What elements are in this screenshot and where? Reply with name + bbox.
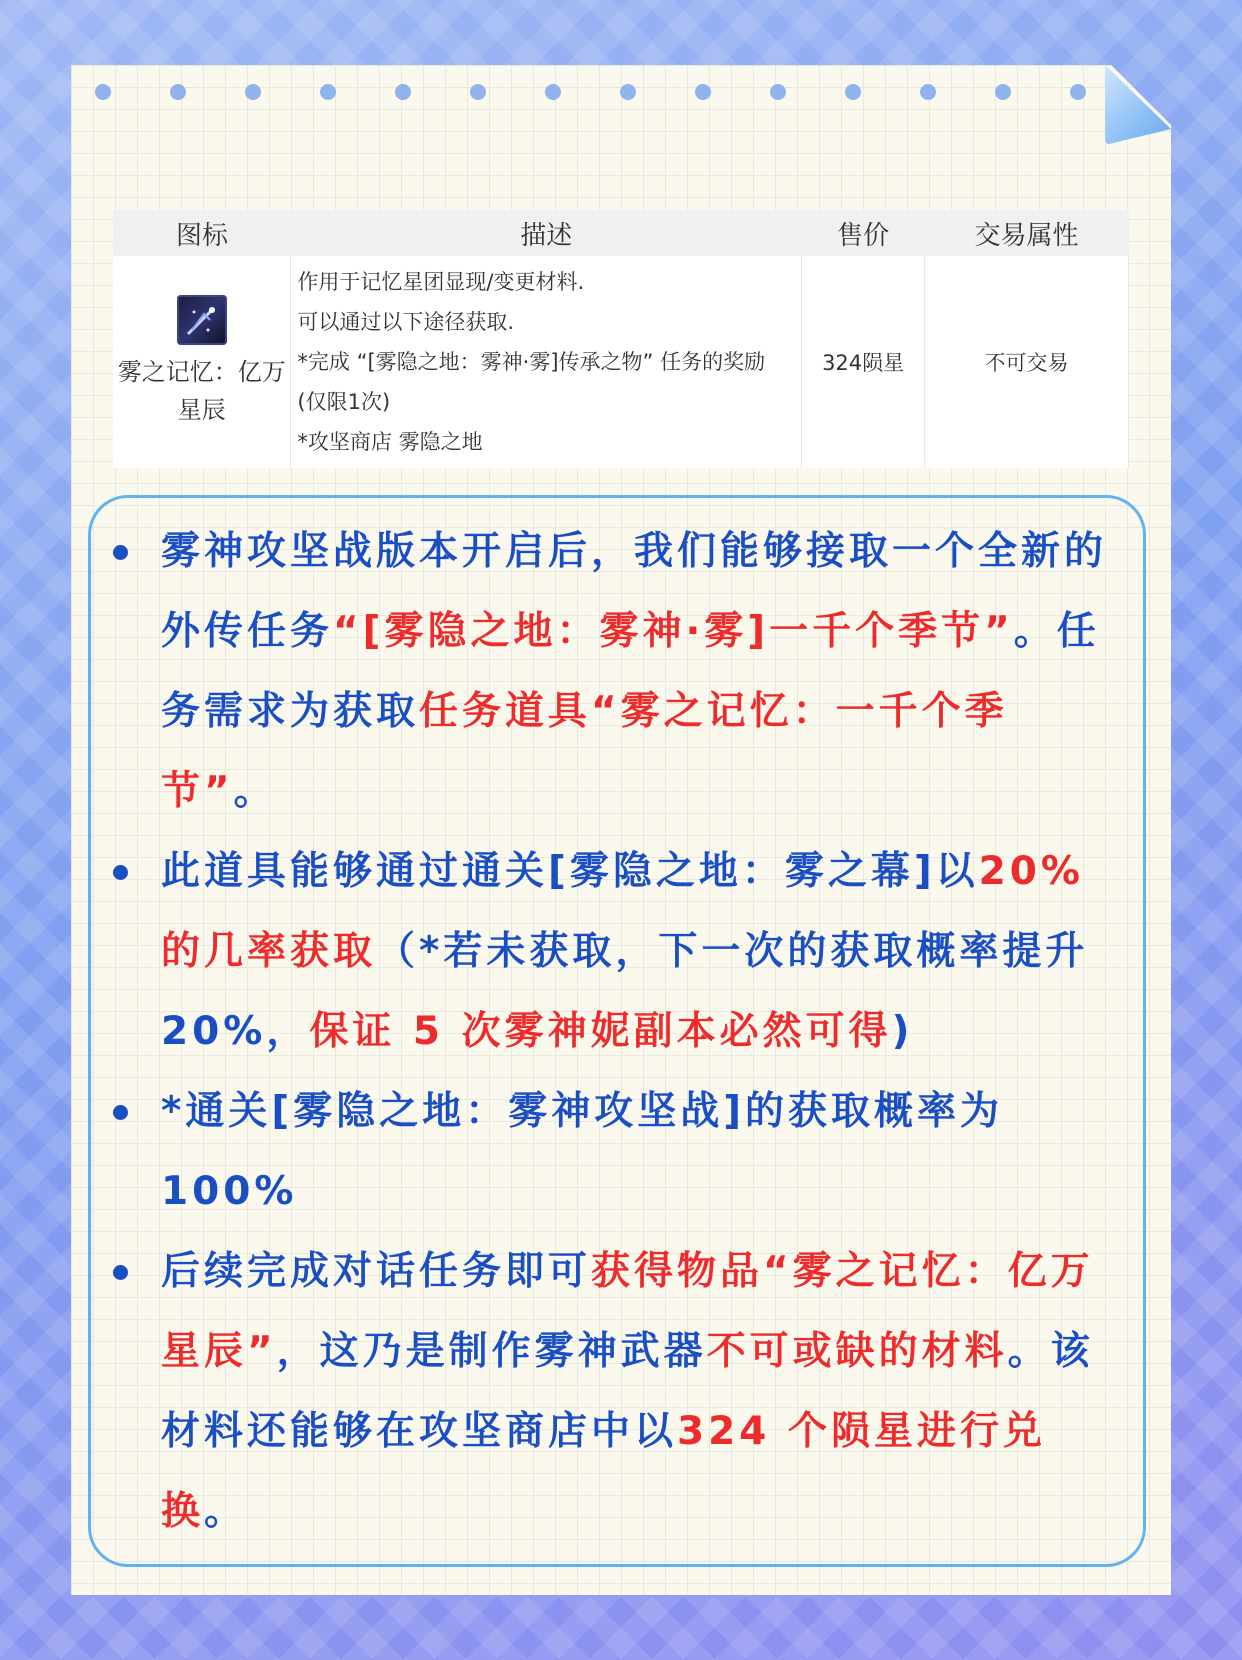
body-text: 雾神攻坚战版本开启后，我们能够接取一个全新的外传任务	[161, 529, 1108, 654]
table-row	[113, 256, 1129, 468]
binder-hole	[95, 84, 111, 100]
highlight-text: 20%的几率获取	[161, 849, 1085, 974]
desc-line: *攻坚商店 雾隐之地	[297, 430, 483, 454]
bullet-item	[161, 1232, 1123, 1552]
binder-hole	[320, 84, 336, 100]
desc-line: *完成 “[雾隐之地：雾神·雾]传承之物” 任务的奖励	[297, 350, 766, 374]
binder-hole	[170, 84, 186, 100]
binder-hole	[995, 84, 1011, 100]
body-text: 。	[233, 769, 277, 814]
body-text: )	[891, 1009, 914, 1054]
binder-hole	[245, 84, 261, 100]
highlight-text: “[雾隐之地：雾神·雾]一千个季节”	[333, 609, 1014, 654]
binder-hole	[920, 84, 936, 100]
body-text: （*若未获取，下一次的获取概率提升 20%，	[161, 929, 1089, 1054]
trade-cell: 不可交易	[925, 256, 1129, 468]
binder-hole	[695, 84, 711, 100]
price-cell: 324陨星	[802, 256, 925, 468]
binder-hole	[845, 84, 861, 100]
icon-cell	[113, 256, 291, 468]
highlight-text: 324 个陨星进行兑换	[161, 1409, 1047, 1534]
body-text: 后续完成对话任务即可	[161, 1249, 592, 1294]
item-name-line2: 星辰	[177, 396, 226, 424]
header-price: 售价	[802, 210, 925, 256]
bullet-item	[161, 832, 1123, 1072]
desc-line: 可以通过以下途径获取.	[297, 310, 515, 334]
binder-hole	[470, 84, 486, 100]
highlight-text: 任务道具“雾之记忆：一千个季节”	[161, 689, 1008, 814]
highlight-text: 不可或缺的材料	[706, 1329, 1008, 1374]
body-text: 。	[204, 1489, 248, 1534]
body-text: ，这乃是制作雾神武器	[276, 1329, 707, 1374]
table-header-row	[113, 210, 1129, 256]
binder-hole	[620, 84, 636, 100]
header-icon: 图标	[113, 210, 291, 256]
item-info-table	[113, 210, 1129, 468]
binder-hole	[1070, 84, 1086, 100]
notes-box	[88, 495, 1146, 1567]
highlight-text: 保证 5 次雾神妮副本必然可得	[309, 1009, 892, 1054]
body-text: *通关[雾隐之地：雾神攻坚战]的获取概率为100%	[161, 1089, 1004, 1214]
highlight-text: 获得物品“雾之记忆：亿万星辰”	[161, 1249, 1094, 1374]
bullet-list	[161, 512, 1123, 1552]
desc-line: (仅限1次)	[297, 390, 391, 414]
body-text: 此道具能够通过通关[雾隐之地：雾之幕]以	[161, 849, 979, 894]
binder-hole	[395, 84, 411, 100]
body-text: 。该材料还能够在攻坚商店中以	[161, 1329, 1094, 1454]
binder-hole	[545, 84, 561, 100]
binder-hole	[770, 84, 786, 100]
desc-line: 作用于记忆星团显现/变更材料.	[297, 270, 585, 294]
item-name-line1: 雾之记忆：亿万	[117, 358, 286, 386]
header-description: 描述	[291, 210, 802, 256]
header-trade: 交易属性	[925, 210, 1129, 256]
bullet-item	[161, 1072, 1123, 1232]
body-text: 。任务需求为获取	[161, 609, 1100, 734]
description-cell	[291, 256, 802, 468]
bullet-item	[161, 512, 1123, 832]
star-memory-icon	[177, 295, 227, 345]
